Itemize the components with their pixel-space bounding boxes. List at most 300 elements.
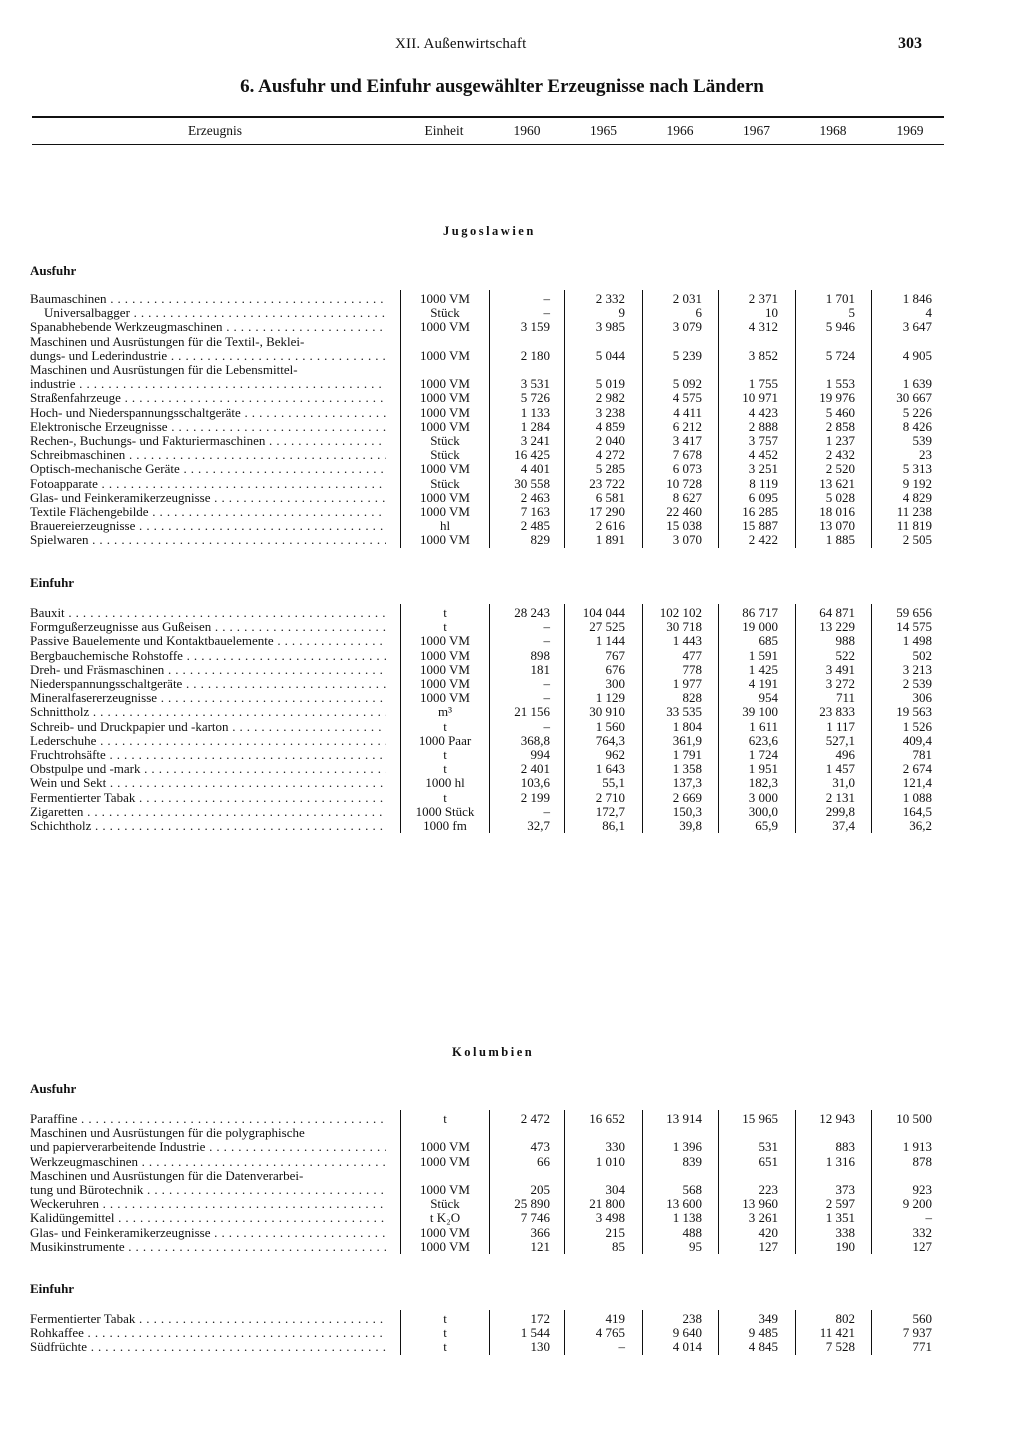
- value-cell: 330: [605, 1139, 625, 1155]
- value-cell: 121: [530, 1238, 550, 1254]
- product-label: Niederspannungsschaltgeräte . . .: [30, 677, 386, 691]
- value-cell: 4 859: [595, 418, 625, 434]
- unit-cell: t: [443, 747, 447, 762]
- value-cell: 5 019: [595, 376, 625, 392]
- value-cell: 6 581: [595, 489, 625, 505]
- header-1965: 1965: [590, 123, 617, 138]
- value-cell: 1 755: [748, 376, 778, 392]
- unit-cell: 1000 VM: [420, 690, 470, 706]
- value-cell: 190: [835, 1238, 855, 1254]
- value-cell: 568: [682, 1182, 702, 1197]
- group-heading: Einfuhr: [30, 575, 75, 590]
- table-row: [30, 819, 942, 833]
- value-cell: 4 905: [902, 347, 932, 363]
- value-cell: 7 937: [902, 1325, 932, 1341]
- value-cell: 878: [912, 1153, 932, 1169]
- unit-cell: m³: [437, 704, 452, 720]
- unit-cell: 1000 VM: [420, 647, 470, 663]
- value-cell: 121,4: [902, 775, 932, 791]
- value-cell: 13 914: [666, 1111, 702, 1126]
- value-cell: 2 485: [520, 518, 550, 534]
- value-cell: 1 133: [520, 404, 550, 420]
- value-cell: 1 643: [595, 761, 625, 777]
- value-cell: 8 627: [672, 489, 702, 505]
- product-label: Musikinstrumente . . .: [30, 1240, 386, 1254]
- product-label: Paraffine . . .: [30, 1112, 386, 1126]
- value-cell: 65,9: [755, 818, 778, 833]
- value-cell: 2 858: [825, 418, 855, 434]
- column-separator: [795, 1310, 796, 1355]
- value-cell: 16 285: [742, 504, 778, 519]
- value-cell: 2 031: [672, 291, 702, 306]
- value-cell: 95: [689, 1238, 702, 1254]
- value-cell: 3 491: [825, 661, 855, 677]
- column-separator: [718, 1310, 719, 1355]
- value-cell: 8 119: [749, 475, 778, 491]
- column-separator: [795, 1110, 796, 1254]
- value-cell: 332: [912, 1224, 932, 1240]
- product-label: Lederschuhe . . .: [30, 734, 386, 748]
- value-cell: 13 229: [819, 619, 855, 635]
- value-cell: 30 718: [666, 619, 702, 635]
- value-cell: 15 965: [742, 1111, 778, 1126]
- column-separator: [564, 604, 565, 833]
- value-cell: 623,6: [748, 732, 778, 748]
- value-cell: 781: [912, 747, 932, 762]
- column-separator: [642, 1310, 643, 1355]
- value-cell: 488: [682, 1224, 702, 1240]
- value-cell: 2 669: [672, 789, 702, 805]
- product-label: Schreibmaschinen . . .: [30, 448, 386, 462]
- value-cell: 223: [758, 1182, 778, 1197]
- value-cell: 1 284: [520, 418, 550, 434]
- value-cell: 182,3: [748, 775, 778, 791]
- product-label: Maschinen und Ausrüstungen für die Lebensmittel-: [30, 363, 298, 377]
- value-cell: 19 976: [819, 390, 855, 406]
- value-cell: 2 710: [595, 789, 625, 805]
- table-row: [30, 434, 942, 448]
- table-row: [30, 734, 942, 748]
- column-separator: [564, 1310, 565, 1355]
- value-cell: 4 312: [748, 319, 778, 335]
- unit-cell: 1000 VM: [420, 291, 470, 306]
- value-cell: 1 498: [902, 633, 932, 649]
- value-cell: 4 575: [672, 390, 702, 406]
- value-cell: 2 982: [595, 390, 625, 406]
- value-cell: 676: [605, 661, 625, 677]
- product-label: Universalbagger . . .: [30, 306, 386, 320]
- value-cell: 2 199: [520, 789, 550, 805]
- unit-cell: t: [443, 1311, 447, 1326]
- value-cell: 4 452: [748, 447, 778, 463]
- value-cell: 10 500: [896, 1111, 932, 1126]
- value-cell: 560: [912, 1311, 932, 1326]
- unit-cell: 1000 VM: [420, 1139, 470, 1155]
- value-cell: –: [618, 1339, 625, 1355]
- product-label: Mineralfasererzeugnisse . . .: [30, 691, 386, 705]
- value-cell: 1 237: [825, 433, 855, 448]
- value-cell: 3 251: [748, 461, 778, 477]
- value-cell: 2 371: [748, 291, 778, 306]
- value-cell: 988: [835, 633, 855, 649]
- column-separator: [642, 1110, 643, 1254]
- column-separator: [871, 290, 872, 548]
- value-cell: 150,3: [672, 803, 702, 819]
- table-row: [30, 406, 942, 420]
- table-row: [30, 292, 942, 306]
- value-cell: 17 290: [589, 504, 625, 519]
- value-cell: 130: [530, 1339, 550, 1355]
- value-cell: 13 600: [666, 1196, 702, 1212]
- table-row: [30, 306, 942, 320]
- unit-cell: t: [443, 1325, 447, 1341]
- value-cell: 420: [758, 1224, 778, 1240]
- table-row: [30, 1211, 942, 1225]
- unit-cell: 1000 VM: [420, 1238, 470, 1254]
- value-cell: 85: [612, 1238, 625, 1254]
- value-cell: 1 885: [825, 532, 855, 548]
- column-separator: [871, 1310, 872, 1355]
- value-cell: 3 272: [825, 676, 855, 691]
- column-separator: [489, 1110, 490, 1254]
- column-separator: [489, 604, 490, 833]
- value-cell: 12 943: [819, 1111, 855, 1126]
- value-cell: 11 421: [819, 1325, 855, 1341]
- value-cell: 9: [618, 305, 625, 321]
- header-1966: 1966: [666, 123, 694, 138]
- header-1967: 1967: [743, 123, 770, 138]
- value-cell: 3 757: [748, 433, 778, 448]
- unit-cell: t: [443, 619, 447, 635]
- value-cell: 2 505: [902, 532, 932, 548]
- value-cell: 9 192: [902, 475, 932, 491]
- value-cell: 2 180: [520, 347, 550, 363]
- value-cell: 1 804: [672, 718, 702, 734]
- value-cell: 4: [925, 305, 932, 321]
- value-cell: 104 044: [582, 605, 625, 620]
- value-cell: 5 285: [595, 461, 625, 477]
- value-cell: 2 463: [520, 489, 550, 505]
- product-label: Optisch-mechanische Geräte . . .: [30, 462, 386, 476]
- product-label: Fruchtrohsäfte . . .: [30, 748, 386, 762]
- group-heading: Ausfuhr: [30, 1081, 77, 1096]
- value-cell: 137,3: [672, 775, 702, 791]
- product-label: Spanabhebende Werkzeugmaschinen . . .: [30, 320, 386, 334]
- product-label: Glas- und Feinkeramikerzeugnisse . . .: [30, 1226, 386, 1240]
- product-label: Bergbauchemische Rohstoffe . . .: [30, 649, 386, 663]
- value-cell: 883: [835, 1139, 855, 1155]
- value-cell: 7 528: [825, 1339, 855, 1355]
- table-row: [30, 1183, 942, 1197]
- value-cell: 1 088: [902, 789, 932, 805]
- unit-cell: 1000 VM: [420, 347, 470, 363]
- value-cell: 409,4: [902, 732, 932, 748]
- table-row: [30, 391, 942, 405]
- product-label: Passive Bauelemente und Kontaktbauelemente . . .: [30, 634, 386, 648]
- value-cell: 368,8: [520, 732, 550, 748]
- value-cell: 898: [530, 647, 550, 663]
- value-cell: 338: [835, 1224, 855, 1240]
- value-cell: 23 722: [589, 475, 625, 491]
- table-row: [30, 620, 942, 634]
- product-label: Elektronische Erzeugnisse . . .: [30, 420, 386, 434]
- value-cell: 2 597: [825, 1196, 855, 1212]
- product-label: Baumaschinen . . .: [30, 292, 386, 306]
- value-cell: 1 639: [902, 376, 932, 392]
- unit-cell: t: [443, 605, 447, 620]
- value-cell: 4 845: [748, 1339, 778, 1355]
- value-cell: 9 640: [672, 1325, 702, 1341]
- value-cell: 711: [835, 690, 855, 706]
- value-cell: 1 701: [825, 291, 855, 306]
- value-cell: 828: [682, 690, 702, 706]
- column-separator: [871, 604, 872, 833]
- table-row: [30, 649, 942, 663]
- table-row: [30, 363, 942, 377]
- table-row: [30, 462, 942, 476]
- header-1969: 1969: [896, 123, 924, 138]
- unit-cell: 1000 VM: [420, 661, 470, 677]
- unit-cell: t K₂O: [429, 1210, 461, 1226]
- value-cell: 4 411: [673, 404, 702, 420]
- table-row: [30, 320, 942, 334]
- value-cell: 22 460: [666, 504, 702, 519]
- unit-cell: 1000 VM: [420, 489, 470, 505]
- table-row: [30, 1126, 942, 1140]
- product-label: Bauxit . . .: [30, 606, 386, 620]
- product-label: Wein und Sekt . . .: [30, 776, 386, 790]
- product-label: Werkzeugmaschinen . . .: [30, 1155, 386, 1169]
- product-label: Südfrüchte . . .: [30, 1340, 386, 1354]
- value-cell: 28 243: [514, 605, 550, 620]
- column-separator: [564, 290, 565, 548]
- table-row: [30, 705, 942, 719]
- value-cell: 16 652: [589, 1111, 625, 1126]
- value-cell: 6 212: [672, 418, 702, 434]
- unit-cell: 1000 VM: [420, 1182, 470, 1197]
- value-cell: 5 726: [520, 390, 550, 406]
- value-cell: 31,0: [832, 775, 855, 791]
- column-separator: [489, 1310, 490, 1355]
- product-label: Obstpulpe und -mark . . .: [30, 762, 386, 776]
- value-cell: 299,8: [825, 803, 855, 819]
- product-label: Straßenfahrzeuge . . .: [30, 391, 386, 405]
- unit-cell: 1000 VM: [420, 1224, 470, 1240]
- unit-cell: 1000 VM: [420, 418, 470, 434]
- value-cell: 2 520: [825, 461, 855, 477]
- table-row: [30, 533, 942, 547]
- value-cell: 2 131: [825, 789, 855, 805]
- value-cell: 13 621: [819, 475, 855, 491]
- value-cell: 3 159: [520, 319, 550, 335]
- value-cell: 366: [530, 1224, 550, 1240]
- value-cell: 2 040: [595, 433, 625, 448]
- value-cell: 300: [605, 676, 625, 691]
- value-cell: 2 616: [595, 518, 625, 534]
- product-label: Schnittholz . . .: [30, 705, 386, 719]
- table-row: [30, 762, 942, 776]
- column-separator: [642, 604, 643, 833]
- value-cell: 5: [848, 305, 855, 321]
- value-cell: 13 070: [819, 518, 855, 534]
- value-cell: 66: [537, 1153, 550, 1169]
- value-cell: 373: [835, 1182, 855, 1197]
- value-cell: –: [543, 633, 550, 649]
- unit-cell: 1000 Paar: [418, 732, 472, 748]
- value-cell: 802: [835, 1311, 855, 1326]
- table-title: 6. Ausfuhr und Einfuhr ausgewählter Erzeugnisse nach Ländern: [240, 76, 764, 97]
- value-cell: –: [925, 1210, 932, 1226]
- value-cell: 19 000: [742, 619, 778, 635]
- column-separator: [400, 604, 401, 833]
- value-cell: 127: [758, 1238, 778, 1254]
- value-cell: 539: [912, 433, 932, 448]
- value-cell: –: [543, 803, 550, 819]
- value-cell: 238: [682, 1311, 702, 1326]
- unit-cell: t: [443, 789, 447, 805]
- column-separator: [489, 290, 490, 548]
- product-label: Maschinen und Ausrüstungen für die Datenverarbei-: [30, 1168, 304, 1183]
- header-1968: 1968: [819, 123, 847, 138]
- table-row: [30, 791, 942, 805]
- table-row: [30, 1312, 942, 1326]
- value-cell: 419: [605, 1311, 625, 1326]
- value-cell: 11 819: [896, 518, 932, 534]
- column-separator: [795, 290, 796, 548]
- value-cell: 10 728: [666, 475, 702, 491]
- value-cell: 181: [530, 661, 550, 677]
- value-cell: 103,6: [520, 775, 550, 791]
- table-row: [30, 420, 942, 434]
- value-cell: 16 425: [514, 447, 550, 463]
- value-cell: 2 432: [825, 447, 855, 463]
- value-cell: 4 829: [902, 489, 932, 505]
- value-cell: 2 674: [902, 761, 932, 777]
- table-row: [30, 1155, 942, 1169]
- value-cell: 39 100: [742, 704, 778, 720]
- table-row: [30, 606, 942, 620]
- value-cell: 5 313: [902, 461, 932, 477]
- value-cell: 37,4: [832, 818, 855, 833]
- table-row: [30, 1169, 942, 1183]
- value-cell: 1 138: [672, 1210, 702, 1226]
- value-cell: 172: [530, 1311, 550, 1326]
- value-cell: 23: [919, 447, 932, 463]
- product-label: Spielwaren . . .: [30, 533, 386, 547]
- value-cell: –: [543, 305, 550, 321]
- value-cell: 5 239: [672, 347, 702, 363]
- value-cell: 39,8: [679, 818, 702, 833]
- table-row: [30, 335, 942, 349]
- group-heading: Ausfuhr: [30, 263, 77, 278]
- country-heading: Jugoslawien: [443, 224, 536, 238]
- value-cell: 86,1: [602, 818, 625, 833]
- value-cell: 33 535: [666, 704, 702, 720]
- value-cell: 1 144: [595, 633, 625, 649]
- value-cell: 923: [912, 1182, 932, 1197]
- value-cell: 27 525: [589, 619, 625, 635]
- table-row: [30, 1197, 942, 1211]
- value-cell: 7 678: [672, 447, 702, 463]
- value-cell: 30 667: [896, 390, 932, 406]
- value-cell: 1 316: [825, 1153, 855, 1169]
- value-cell: 30 558: [514, 475, 550, 491]
- value-cell: 5 092: [672, 376, 702, 392]
- value-cell: 954: [758, 690, 778, 706]
- header-erzeugnis: Erzeugnis: [188, 123, 242, 138]
- product-label: dungs- und Lederindustrie . . .: [30, 349, 386, 363]
- value-cell: 4 423: [748, 404, 778, 420]
- value-cell: 3 079: [672, 319, 702, 335]
- value-cell: 30 910: [589, 704, 625, 720]
- value-cell: 1 129: [595, 690, 625, 706]
- value-cell: 2 472: [520, 1111, 550, 1126]
- unit-cell: Stück: [430, 475, 460, 491]
- value-cell: 767: [605, 647, 625, 663]
- value-cell: 651: [758, 1153, 778, 1169]
- value-cell: 1 891: [595, 532, 625, 548]
- unit-cell: Stück: [430, 433, 460, 448]
- product-label: Weckeruhren . . .: [30, 1197, 386, 1211]
- value-cell: 1 791: [672, 747, 702, 762]
- value-cell: 300,0: [748, 803, 778, 819]
- table-row: [30, 1226, 942, 1240]
- value-cell: –: [543, 690, 550, 706]
- value-cell: 5 028: [825, 489, 855, 505]
- value-cell: 25 890: [514, 1196, 550, 1212]
- table-row: [30, 1240, 942, 1254]
- product-label: Maschinen und Ausrüstungen für die Textil-, Beklei-: [30, 334, 305, 349]
- value-cell: 473: [530, 1139, 550, 1155]
- value-cell: 962: [605, 747, 625, 762]
- country-heading: Kolumbien: [452, 1045, 535, 1059]
- value-cell: 4 191: [748, 676, 778, 691]
- value-cell: 502: [912, 647, 932, 663]
- product-label: Rohkaffee . . .: [30, 1326, 386, 1340]
- value-cell: 361,9: [672, 732, 702, 748]
- unit-cell: t: [443, 761, 447, 777]
- value-cell: 9 200: [902, 1196, 932, 1212]
- column-separator: [400, 1110, 401, 1254]
- unit-cell: 1000 VM: [420, 633, 470, 649]
- unit-cell: 1000 VM: [420, 1153, 470, 1169]
- value-cell: 21 156: [514, 704, 550, 720]
- value-cell: 1 913: [902, 1139, 932, 1155]
- value-cell: 522: [835, 647, 855, 663]
- value-cell: 15 038: [666, 518, 702, 534]
- product-label: Formgußerzeugnisse aus Gußeisen . . .: [30, 620, 386, 634]
- value-cell: 994: [530, 747, 550, 762]
- value-cell: 3 238: [595, 404, 625, 420]
- table-row: [30, 776, 942, 790]
- value-cell: 771: [912, 1339, 932, 1355]
- value-cell: 4 014: [672, 1339, 702, 1355]
- product-label: Schichtholz . . .: [30, 819, 386, 833]
- unit-cell: 1000 VM: [420, 390, 470, 406]
- column-separator: [400, 1310, 401, 1355]
- value-cell: 127: [912, 1238, 932, 1254]
- column-separator: [564, 1110, 565, 1254]
- value-cell: 5 460: [825, 404, 855, 420]
- value-cell: 3 070: [672, 532, 702, 548]
- table-row: [30, 477, 942, 491]
- product-label: Fermentierter Tabak . . .: [30, 791, 386, 805]
- header-1960: 1960: [513, 123, 541, 138]
- value-cell: 3 417: [672, 433, 702, 448]
- table-row: [30, 377, 942, 391]
- value-cell: 1 977: [672, 676, 702, 691]
- value-cell: 685: [758, 633, 778, 649]
